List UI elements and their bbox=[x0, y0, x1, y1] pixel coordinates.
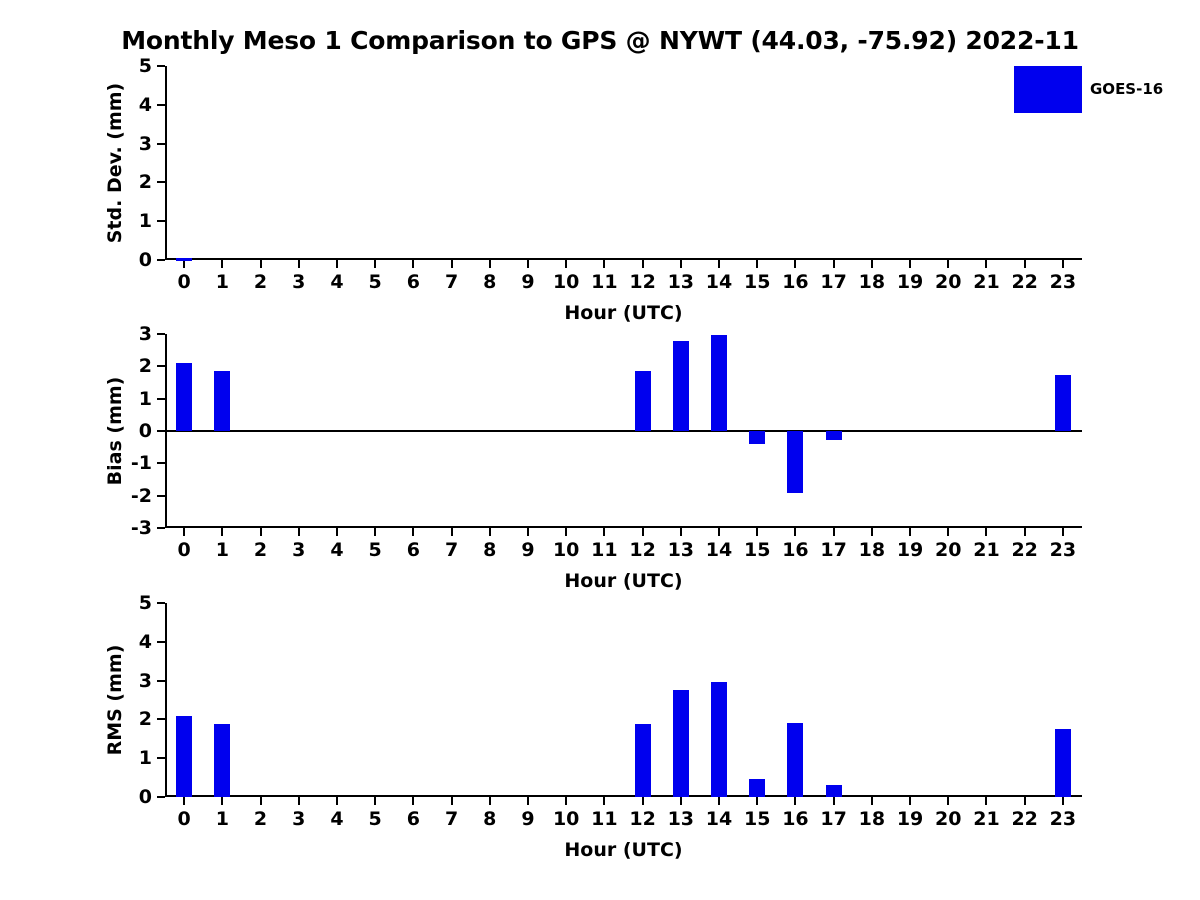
x-tick-label-rms: 15 bbox=[743, 808, 771, 830]
x-tick-bias bbox=[909, 528, 911, 536]
y-tick-bias bbox=[157, 495, 165, 497]
x-tick-label-bias: 22 bbox=[1011, 539, 1038, 561]
bar-rms-hour-16 bbox=[787, 723, 803, 797]
x-tick-bias bbox=[1062, 528, 1064, 536]
x-tick-label-std-dev: 11 bbox=[591, 271, 618, 293]
y-tick-std-dev bbox=[157, 259, 165, 261]
y-tick-bias bbox=[157, 365, 165, 367]
y-tick-label-rms: 2 bbox=[138, 708, 152, 731]
x-tick-rms bbox=[794, 797, 796, 805]
x-tick-label-rms: 1 bbox=[215, 808, 229, 830]
x-tick-std-dev bbox=[718, 260, 720, 268]
x-tick-rms bbox=[871, 797, 873, 805]
legend-swatch-goes16 bbox=[1014, 66, 1082, 113]
x-tick-label-std-dev: 3 bbox=[292, 271, 306, 293]
x-tick-label-bias: 9 bbox=[521, 539, 535, 561]
x-tick-std-dev bbox=[527, 260, 529, 268]
x-tick-label-bias: 14 bbox=[705, 539, 733, 561]
bar-rms-hour-13 bbox=[673, 690, 689, 797]
y-tick-label-std-dev: 0 bbox=[138, 249, 152, 271]
bar-bias-hour-23 bbox=[1055, 375, 1071, 431]
x-tick-label-rms: 7 bbox=[444, 808, 459, 830]
x-tick-std-dev bbox=[489, 260, 491, 268]
x-tick-bias bbox=[298, 528, 300, 536]
bar-rms-hour-15 bbox=[749, 779, 765, 797]
x-tick-std-dev bbox=[451, 260, 453, 268]
bar-std-dev-hour-0 bbox=[176, 258, 192, 261]
x-tick-label-std-dev: 12 bbox=[629, 271, 656, 293]
bar-rms-hour-17 bbox=[826, 785, 842, 797]
y-tick-std-dev bbox=[157, 104, 165, 106]
bar-bias-hour-15 bbox=[749, 431, 765, 444]
bar-bias-hour-14 bbox=[711, 335, 727, 431]
x-tick-rms bbox=[260, 797, 262, 805]
x-tick-bias bbox=[756, 528, 758, 536]
y-tick-std-dev bbox=[157, 181, 165, 183]
y-tick-label-std-dev: 3 bbox=[138, 132, 152, 155]
y-tick-label-bias: -3 bbox=[130, 517, 152, 539]
y-tick-label-std-dev: 1 bbox=[138, 210, 152, 233]
x-tick-rms bbox=[756, 797, 758, 805]
x-tick-label-std-dev: 23 bbox=[1049, 271, 1077, 293]
bar-bias-hour-1 bbox=[214, 371, 230, 431]
x-tick-label-rms: 21 bbox=[973, 808, 1000, 830]
x-tick-std-dev bbox=[947, 260, 949, 268]
bar-bias-hour-0 bbox=[176, 363, 192, 431]
x-axis-line bbox=[165, 258, 1082, 260]
x-tick-label-std-dev: 13 bbox=[667, 271, 695, 293]
x-tick-std-dev bbox=[298, 260, 300, 268]
x-tick-rms bbox=[909, 797, 911, 805]
x-tick-bias bbox=[336, 528, 338, 536]
x-tick-label-std-dev: 21 bbox=[973, 271, 1000, 293]
x-tick-label-rms: 13 bbox=[667, 808, 695, 830]
x-tick-std-dev bbox=[1024, 260, 1026, 268]
bar-bias-hour-13 bbox=[673, 341, 689, 431]
y-tick-rms bbox=[157, 757, 165, 759]
x-tick-std-dev bbox=[794, 260, 796, 268]
x-tick-std-dev bbox=[642, 260, 644, 268]
x-tick-std-dev bbox=[871, 260, 873, 268]
x-tick-std-dev bbox=[680, 260, 682, 268]
x-tick-rms bbox=[947, 797, 949, 805]
x-tick-label-bias: 15 bbox=[743, 539, 771, 561]
x-tick-label-rms: 18 bbox=[858, 808, 886, 830]
x-tick-bias bbox=[1024, 528, 1026, 536]
x-tick-std-dev bbox=[183, 260, 185, 268]
x-tick-rms bbox=[183, 797, 185, 805]
x-tick-label-std-dev: 5 bbox=[368, 271, 382, 293]
x-tick-label-bias: 4 bbox=[330, 539, 344, 561]
x-tick-bias bbox=[183, 528, 185, 536]
x-tick-label-bias: 10 bbox=[552, 539, 580, 561]
x-tick-label-bias: 6 bbox=[406, 539, 420, 561]
panel-std-dev bbox=[104, 55, 1082, 324]
y-tick-label-bias: -2 bbox=[130, 484, 152, 507]
x-tick-label-rms: 9 bbox=[521, 808, 535, 830]
x-tick-bias bbox=[947, 528, 949, 536]
y-tick-rms bbox=[157, 718, 165, 720]
x-tick-label-rms: 14 bbox=[705, 808, 733, 830]
x-tick-rms bbox=[527, 797, 529, 805]
y-axis-label-bias: Bias (mm) bbox=[104, 376, 126, 486]
y-tick-label-rms: 5 bbox=[138, 592, 152, 614]
x-tick-label-rms: 23 bbox=[1049, 808, 1077, 830]
x-tick-label-bias: 17 bbox=[820, 539, 847, 561]
x-tick-bias bbox=[985, 528, 987, 536]
x-tick-std-dev bbox=[412, 260, 414, 268]
bar-rms-hour-23 bbox=[1055, 729, 1071, 797]
x-tick-std-dev bbox=[985, 260, 987, 268]
x-tick-std-dev bbox=[909, 260, 911, 268]
x-tick-std-dev bbox=[565, 260, 567, 268]
x-tick-label-bias: 16 bbox=[782, 539, 809, 561]
bar-bias-hour-17 bbox=[826, 431, 842, 440]
x-tick-label-std-dev: 8 bbox=[483, 271, 497, 293]
x-tick-label-bias: 2 bbox=[253, 539, 268, 561]
x-tick-rms bbox=[680, 797, 682, 805]
x-tick-bias bbox=[718, 528, 720, 536]
x-tick-label-std-dev: 6 bbox=[406, 271, 420, 293]
x-tick-label-bias: 21 bbox=[973, 539, 1000, 561]
y-tick-rms bbox=[157, 796, 165, 798]
x-tick-label-rms: 12 bbox=[629, 808, 656, 830]
y-axis-line bbox=[165, 66, 167, 260]
x-tick-std-dev bbox=[221, 260, 223, 268]
x-tick-rms bbox=[412, 797, 414, 805]
x-tick-label-bias: 13 bbox=[667, 539, 695, 561]
x-tick-label-std-dev: 18 bbox=[858, 271, 886, 293]
x-tick-rms bbox=[451, 797, 453, 805]
x-tick-bias bbox=[642, 528, 644, 536]
y-tick-label-std-dev: 4 bbox=[138, 93, 152, 116]
y-axis-label-rms: RMS (mm) bbox=[104, 644, 126, 756]
x-tick-label-std-dev: 17 bbox=[820, 271, 847, 293]
x-tick-bias bbox=[489, 528, 491, 536]
x-axis-label-std-dev: Hour (UTC) bbox=[564, 302, 683, 324]
x-tick-std-dev bbox=[756, 260, 758, 268]
x-tick-label-rms: 16 bbox=[782, 808, 809, 830]
bar-rms-hour-1 bbox=[214, 724, 230, 797]
y-axis-line bbox=[165, 603, 167, 797]
x-tick-label-bias: 1 bbox=[215, 539, 229, 561]
x-tick-std-dev bbox=[603, 260, 605, 268]
x-tick-label-std-dev: 2 bbox=[253, 271, 268, 293]
y-axis-label-std-dev: Std. Dev. (mm) bbox=[104, 82, 126, 244]
x-tick-label-rms: 5 bbox=[368, 808, 382, 830]
x-tick-bias bbox=[603, 528, 605, 536]
x-tick-label-bias: 3 bbox=[292, 539, 306, 561]
x-tick-bias bbox=[451, 528, 453, 536]
x-tick-label-std-dev: 0 bbox=[177, 271, 191, 293]
x-tick-label-rms: 11 bbox=[591, 808, 618, 830]
x-tick-label-rms: 10 bbox=[552, 808, 580, 830]
x-axis-line bbox=[165, 795, 1082, 797]
page-title: Monthly Meso 1 Comparison to GPS @ NYWT (44.03, -75.92) 2022-11 bbox=[121, 26, 1079, 55]
x-tick-label-rms: 22 bbox=[1011, 808, 1038, 830]
x-tick-label-bias: 20 bbox=[935, 539, 962, 561]
legend bbox=[1014, 66, 1184, 113]
plot-area-std-dev bbox=[138, 55, 1082, 324]
bar-bias-hour-16 bbox=[787, 431, 803, 493]
y-tick-bias bbox=[157, 462, 165, 464]
x-tick-std-dev bbox=[833, 260, 835, 268]
x-tick-label-bias: 12 bbox=[629, 539, 656, 561]
legend-label-goes16: GOES-16 bbox=[1090, 80, 1164, 98]
x-tick-label-bias: 23 bbox=[1049, 539, 1077, 561]
x-tick-bias bbox=[794, 528, 796, 536]
y-tick-label-bias: 3 bbox=[138, 323, 152, 345]
y-tick-rms bbox=[157, 680, 165, 682]
x-tick-bias bbox=[221, 528, 223, 536]
x-tick-label-bias: 19 bbox=[896, 539, 924, 561]
x-tick-label-rms: 8 bbox=[483, 808, 497, 830]
x-tick-label-std-dev: 20 bbox=[935, 271, 962, 293]
y-tick-bias bbox=[157, 527, 165, 529]
x-tick-rms bbox=[298, 797, 300, 805]
x-tick-bias bbox=[527, 528, 529, 536]
x-tick-label-std-dev: 15 bbox=[743, 271, 771, 293]
y-tick-rms bbox=[157, 641, 165, 643]
x-tick-label-std-dev: 16 bbox=[782, 271, 809, 293]
panel-bias bbox=[104, 323, 1082, 592]
y-tick-label-rms: 4 bbox=[138, 630, 152, 653]
x-tick-label-std-dev: 9 bbox=[521, 271, 535, 293]
x-tick-rms bbox=[985, 797, 987, 805]
y-tick-label-bias: 2 bbox=[138, 355, 152, 378]
x-tick-label-std-dev: 22 bbox=[1011, 271, 1038, 293]
x-tick-label-bias: 11 bbox=[591, 539, 618, 561]
y-tick-label-bias: 0 bbox=[138, 420, 152, 442]
y-tick-bias bbox=[157, 333, 165, 335]
y-tick-bias bbox=[157, 430, 165, 432]
y-tick-label-std-dev: 2 bbox=[138, 171, 152, 194]
x-tick-bias bbox=[374, 528, 376, 536]
x-tick-bias bbox=[871, 528, 873, 536]
x-tick-label-std-dev: 4 bbox=[330, 271, 344, 293]
x-tick-rms bbox=[221, 797, 223, 805]
x-tick-label-rms: 6 bbox=[406, 808, 420, 830]
y-tick-std-dev bbox=[157, 143, 165, 145]
x-tick-label-std-dev: 19 bbox=[896, 271, 924, 293]
x-tick-label-rms: 2 bbox=[253, 808, 268, 830]
y-tick-label-bias: 1 bbox=[138, 387, 152, 410]
x-tick-label-std-dev: 14 bbox=[705, 271, 733, 293]
x-tick-label-rms: 0 bbox=[177, 808, 191, 830]
x-tick-rms bbox=[833, 797, 835, 805]
x-tick-rms bbox=[374, 797, 376, 805]
x-tick-label-std-dev: 7 bbox=[444, 271, 459, 293]
y-tick-label-rms: 3 bbox=[138, 669, 152, 692]
x-axis-label-rms: Hour (UTC) bbox=[564, 839, 683, 861]
x-tick-std-dev bbox=[260, 260, 262, 268]
x-tick-rms bbox=[489, 797, 491, 805]
bar-rms-hour-14 bbox=[711, 682, 727, 797]
x-axis-line bbox=[165, 526, 1082, 528]
x-tick-label-rms: 3 bbox=[292, 808, 306, 830]
plot-area-bias bbox=[130, 323, 1082, 592]
x-tick-bias bbox=[565, 528, 567, 536]
x-tick-label-std-dev: 1 bbox=[215, 271, 229, 293]
x-tick-label-rms: 4 bbox=[330, 808, 344, 830]
x-tick-label-rms: 19 bbox=[896, 808, 924, 830]
bar-bias-hour-12 bbox=[635, 371, 651, 431]
x-tick-label-rms: 20 bbox=[935, 808, 962, 830]
plot-area-rms bbox=[138, 592, 1082, 861]
y-tick-std-dev bbox=[157, 65, 165, 67]
x-tick-label-std-dev: 10 bbox=[552, 271, 580, 293]
x-tick-label-bias: 0 bbox=[177, 539, 191, 561]
x-tick-label-bias: 5 bbox=[368, 539, 382, 561]
y-tick-label-bias: -1 bbox=[130, 452, 152, 475]
x-axis-label-bias: Hour (UTC) bbox=[564, 570, 683, 592]
y-tick-std-dev bbox=[157, 220, 165, 222]
x-tick-bias bbox=[680, 528, 682, 536]
x-tick-label-bias: 8 bbox=[483, 539, 497, 561]
panel-rms bbox=[104, 592, 1082, 861]
x-tick-bias bbox=[412, 528, 414, 536]
x-tick-rms bbox=[1062, 797, 1064, 805]
x-tick-rms bbox=[336, 797, 338, 805]
y-tick-label-rms: 1 bbox=[138, 747, 152, 770]
x-tick-rms bbox=[718, 797, 720, 805]
y-tick-label-std-dev: 5 bbox=[138, 55, 152, 77]
x-tick-std-dev bbox=[336, 260, 338, 268]
zero-line bbox=[165, 430, 1082, 432]
x-tick-label-rms: 17 bbox=[820, 808, 847, 830]
x-tick-label-bias: 7 bbox=[444, 539, 459, 561]
x-tick-rms bbox=[642, 797, 644, 805]
x-tick-label-bias: 18 bbox=[858, 539, 886, 561]
y-tick-bias bbox=[157, 398, 165, 400]
x-tick-bias bbox=[833, 528, 835, 536]
x-tick-std-dev bbox=[1062, 260, 1064, 268]
x-tick-rms bbox=[1024, 797, 1026, 805]
x-tick-bias bbox=[260, 528, 262, 536]
x-tick-std-dev bbox=[374, 260, 376, 268]
bar-rms-hour-12 bbox=[635, 724, 651, 797]
x-tick-rms bbox=[603, 797, 605, 805]
y-tick-label-rms: 0 bbox=[138, 786, 152, 808]
y-tick-rms bbox=[157, 602, 165, 604]
x-tick-rms bbox=[565, 797, 567, 805]
bar-rms-hour-0 bbox=[176, 716, 192, 797]
